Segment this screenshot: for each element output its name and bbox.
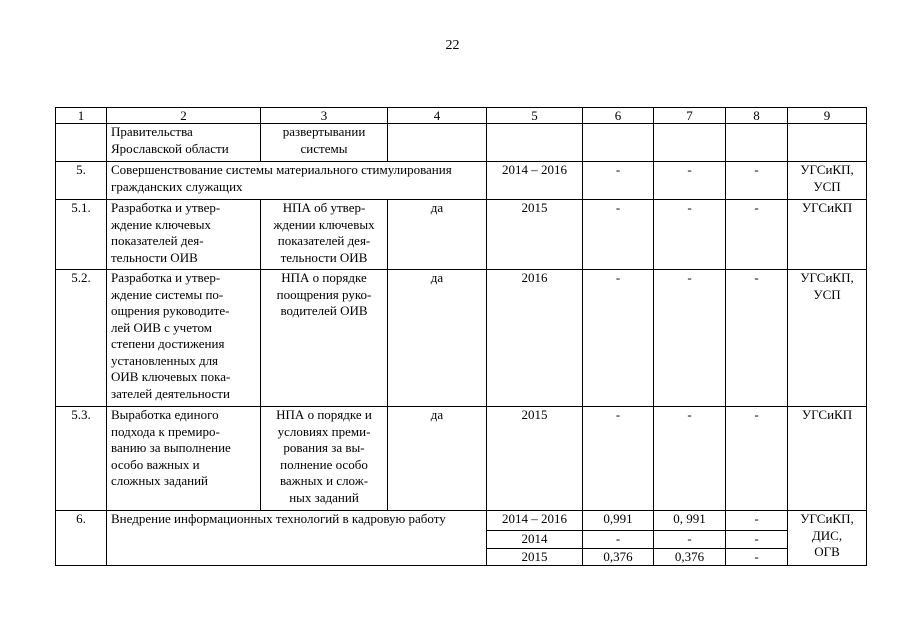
table-cell: 0,991 [583,511,654,531]
table-cell: да [388,200,487,270]
plan-table [55,107,867,566]
header-cell: 9 [788,108,867,124]
row-number: 5.1. [56,200,107,270]
table-cell: - [726,270,788,407]
table-cell [654,124,726,162]
table-cell: - [654,162,726,200]
document-cell: НПА о порядке и условиях преми- рования за вы- полнение особо важных и слож- ных заданий [261,407,388,511]
measure-name: Внедрение информационных технологий в кадровую работу [107,511,487,566]
table-cell: 0,376 [583,548,654,566]
measure-name: Выработка единого подхода к премиро- ванию за выполнение особо важных и сложных заданий [107,407,261,511]
table-cell: - [583,162,654,200]
years-cell: 2015 [487,200,583,270]
header-cell: 7 [654,108,726,124]
table-cell [56,124,107,162]
table-cell: - [654,200,726,270]
years-cell: 2014 – 2016 [487,511,583,531]
header-cell: 5 [487,108,583,124]
table-cell: - [654,407,726,511]
document-cell: НПА об утвер- ждении ключевых показателей дея- тельности ОИВ [261,200,388,270]
table-cell: 0,376 [654,548,726,566]
table-cell: Правительства Ярославской области [107,124,261,162]
responsible-cell: УГСиКП, ДИС, ОГВ [788,511,867,566]
document-cell: НПА о порядке поощрения руко- водителей ОИВ [261,270,388,407]
table-cell: - [726,511,788,531]
page-number: 22 [445,38,460,53]
responsible-cell: УГСиКП [788,407,867,511]
row-number: 6. [56,511,107,566]
measure-name: Разработка и утвер- ждение системы по- ощрения руководите- лей ОИВ с учетом степени достижения установленных для ОИВ ключевых пока- зателей деятельности [107,270,261,407]
table-cell: да [388,407,487,511]
table-cell [388,124,487,162]
table-row-continuation [56,124,867,162]
table-cell: - [726,407,788,511]
years-cell: 2015 [487,548,583,566]
table-cell: - [726,200,788,270]
table-row-5-3 [56,407,867,511]
row-number: 5.3. [56,407,107,511]
measure-name: Разработка и утвер- ждение ключевых показателей дея- тельности ОИВ [107,200,261,270]
responsible-cell: УГСиКП, УСП [788,270,867,407]
header-cell: 2 [107,108,261,124]
table-cell [726,124,788,162]
header-cell: 6 [583,108,654,124]
table-cell [788,124,867,162]
header-cell: 8 [726,108,788,124]
table-row-5 [56,162,867,200]
table-cell: да [388,270,487,407]
years-cell: 2014 – 2016 [487,162,583,200]
table-cell: - [654,270,726,407]
table-row-5-1 [56,200,867,270]
table-cell: развертывании системы [261,124,388,162]
header-cell: 4 [388,108,487,124]
row-number: 5. [56,162,107,200]
years-cell: 2015 [487,407,583,511]
table-cell: - [726,548,788,566]
table-cell: - [583,200,654,270]
responsible-cell: УГСиКП [788,200,867,270]
table-cell: - [726,531,788,549]
header-row [56,108,867,124]
table-row-5-2 [56,270,867,407]
years-cell: 2016 [487,270,583,407]
row-number: 5.2. [56,270,107,407]
header-cell: 3 [261,108,388,124]
header-cell: 1 [56,108,107,124]
table-cell [583,124,654,162]
table-row-6 [56,511,867,531]
table-cell: - [726,162,788,200]
responsible-cell: УГСиКП, УСП [788,162,867,200]
table-cell: - [583,407,654,511]
table-cell: - [583,531,654,549]
table-cell [487,124,583,162]
table-cell: - [583,270,654,407]
years-cell: 2014 [487,531,583,549]
measure-name: Совершенствование системы материального стимулирования гражданских служащих [107,162,487,200]
table-cell: - [654,531,726,549]
table-cell: 0, 991 [654,511,726,531]
